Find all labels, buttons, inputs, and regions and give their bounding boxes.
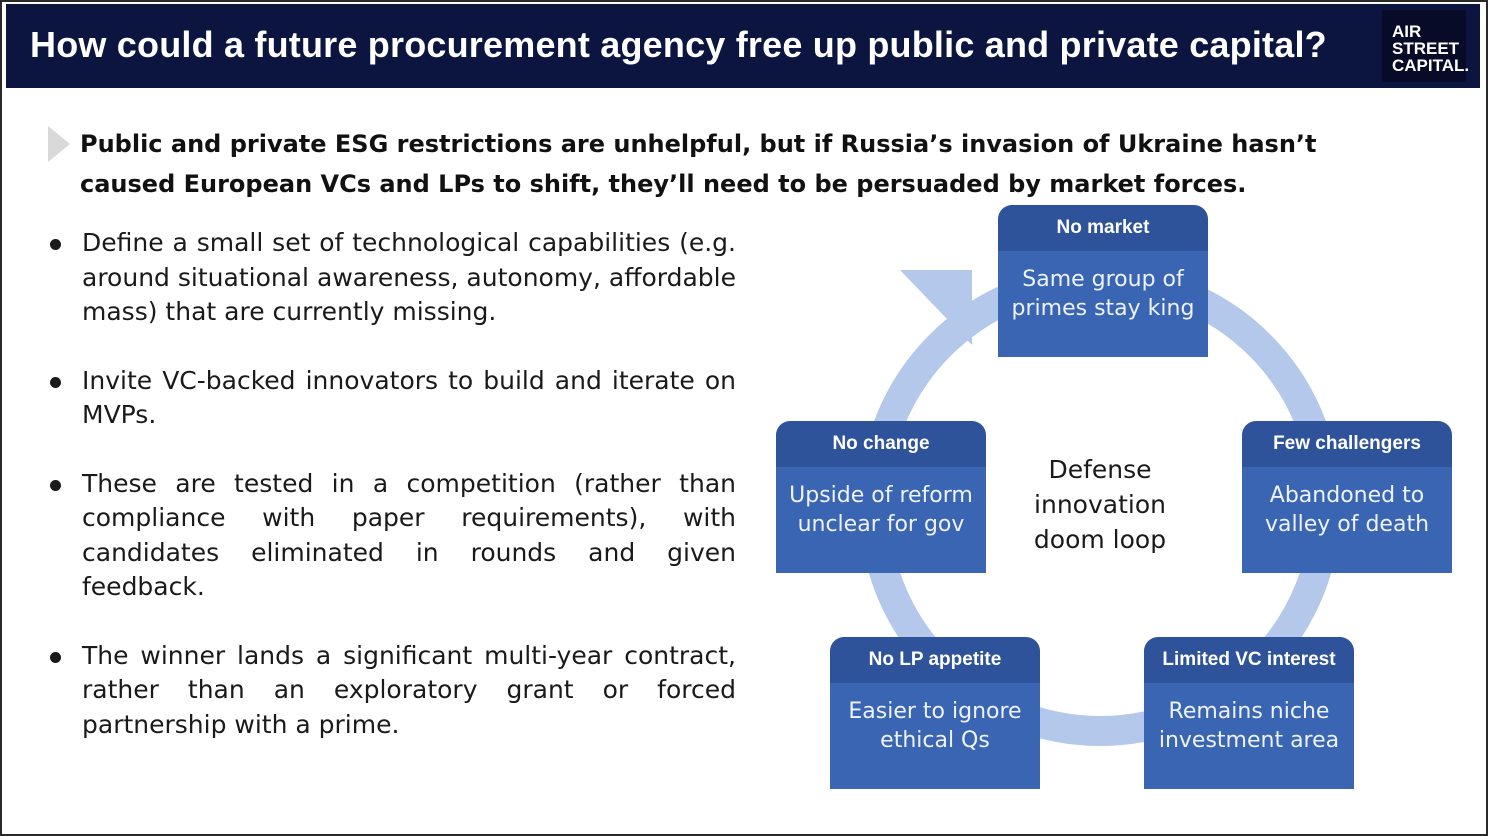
bullet-item: The winner lands a significant multi-year contract, rather than an exploratory grant or forced partnership with a prime. — [46, 639, 736, 743]
card-line: Abandoned to — [1269, 483, 1425, 508]
card-no-change — [776, 421, 986, 573]
callout-text: Public and private ESG restrictions are unhelpful, but if Russia’s invasion of Ukraine hasn’t caused European VCs and LPs to shift, they’ll need to be persuaded by market forces. — [80, 130, 1317, 198]
bullet-item: Invite VC-backed innovators to build and iterate on MVPs. — [46, 364, 736, 433]
card-no-market — [998, 205, 1208, 357]
bullet-item: These are tested in a competition (rather than compliance with paper requirements), with candidates eliminated in rounds and given feedback. — [46, 467, 736, 605]
card-limited-vc-interest — [1144, 637, 1354, 789]
logo-line-1: AIR — [1392, 22, 1422, 41]
bullet-item: Define a small set of technological capabilities (e.g. around situational awareness, autonomy, affordable mass) that are currently missing. — [46, 226, 736, 330]
card-body — [830, 683, 1040, 789]
doom-loop-center-label — [1010, 452, 1190, 557]
card-line: investment area — [1158, 728, 1340, 753]
card-body — [998, 251, 1208, 357]
card-line: Same group of — [1022, 267, 1184, 292]
card-line: valley of death — [1264, 512, 1430, 537]
card-line: ethical Qs — [880, 728, 990, 753]
card-title: No market — [998, 205, 1208, 251]
card-title: No LP appetite — [830, 637, 1040, 683]
card-title: No change — [776, 421, 986, 467]
logo-line-2: STREET — [1392, 39, 1460, 58]
card-line: primes stay king — [1011, 296, 1195, 321]
card-title: Few challengers — [1242, 421, 1452, 467]
card-body — [776, 467, 986, 573]
card-title: Limited VC interest — [1144, 637, 1354, 683]
center-line: doom loop — [1033, 525, 1167, 554]
logo-line-3: CAPITAL. — [1392, 56, 1470, 75]
card-body — [1144, 683, 1354, 789]
center-line: Defense — [1048, 455, 1152, 484]
center-line: innovation — [1034, 490, 1166, 519]
card-line: unclear for gov — [797, 512, 965, 537]
card-line: Easier to ignore — [848, 699, 1022, 724]
card-few-challengers — [1242, 421, 1452, 573]
card-line: Remains niche — [1168, 699, 1330, 724]
card-no-lp-appetite — [830, 637, 1040, 789]
card-line: Upside of reform — [789, 483, 973, 508]
page-title: How could a future procurement agency free up public and private capital? — [30, 24, 1327, 65]
card-body — [1242, 467, 1452, 573]
